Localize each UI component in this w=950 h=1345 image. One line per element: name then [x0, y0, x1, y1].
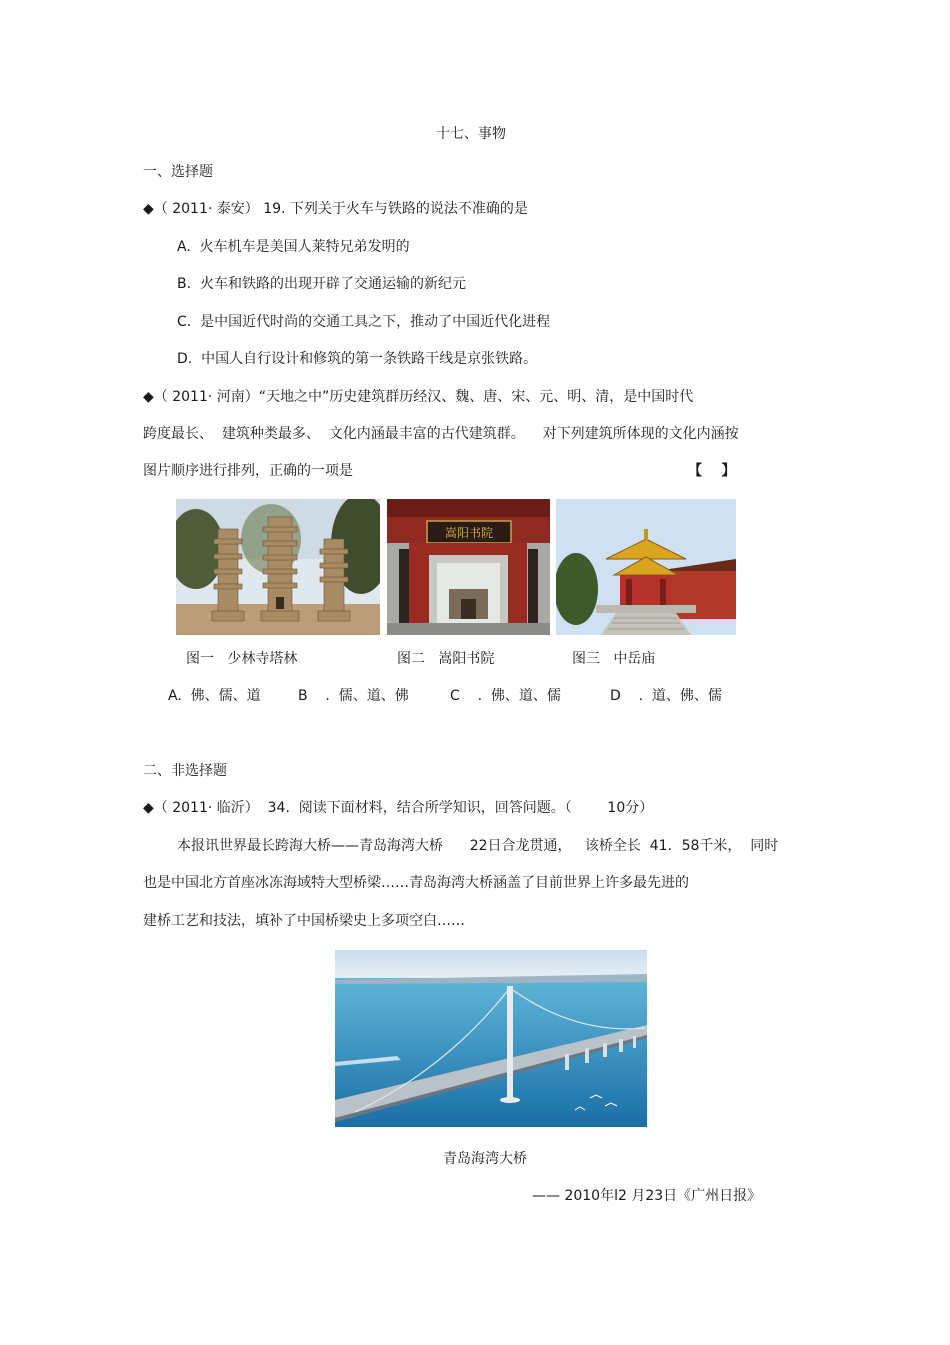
page-title: 十七、事物 — [436, 126, 506, 142]
pagoda-forest-image — [176, 499, 380, 635]
source-citation: —— 2010年l2 月23日《广州日报》 — [532, 1188, 762, 1204]
question-2-option-d: D . 道、佛、儒 — [610, 688, 722, 704]
question-2-stem-line-1: ◆（ 2011· 河南）“天地之中”历史建筑群历经汉、魏、唐、宋、元、明、清，是中国时代 — [143, 389, 694, 405]
question-1-option-c: C. 是中国近代时尚的交通工具之下，推动了中国近代化进程 — [177, 314, 551, 330]
temple-pavilion-image — [556, 499, 736, 635]
question-2-option-b: B . 儒、道、佛 — [298, 688, 409, 704]
academy-gate-image — [387, 499, 550, 635]
question-2-option-a: A. 佛、儒、道 — [168, 688, 261, 704]
image-caption-2: 图二 嵩阳书院 — [397, 651, 495, 667]
answer-bracket: 【 】 — [688, 463, 736, 479]
question-2-stem-line-3: 图片顺序进行排列，正确的一项是 — [143, 463, 353, 479]
image-caption-1: 图一 少林寺塔林 — [186, 651, 298, 667]
question-3-paragraph-line-3: 建桥工艺和技法，填补了中国桥梁史上多项空白…… — [143, 913, 465, 929]
bridge-image-caption: 青岛海湾大桥 — [443, 1151, 527, 1167]
question-1-stem: ◆（ 2011· 泰安） 19. 下列关于火车与铁路的说法不准确的是 — [143, 201, 528, 217]
image-caption-3: 图三 中岳庙 — [572, 651, 656, 667]
section-heading-choice: 一、选择题 — [143, 164, 213, 180]
question-1-option-b: B. 火车和铁路的出现开辟了交通运输的新纪元 — [177, 276, 466, 292]
question-2-option-c: C . 佛、道、儒 — [450, 688, 561, 704]
question-1-option-d: D. 中国人自行设计和修筑的第一条铁路干线是京张铁路。 — [177, 351, 538, 367]
question-3-paragraph-line-2: 也是中国北方首座冰冻海域特大型桥梁……青岛海湾大桥涵盖了目前世界上许多最先进的 — [143, 875, 689, 891]
question-2-stem-line-2: 跨度最长、 建筑种类最多、 文化内涵最丰富的古代建筑群。 对下列建筑所体现的文化内涵按 — [143, 426, 739, 442]
question-3-stem: ◆（ 2011· 临沂） 34. 阅读下面材料，结合所学知识，回答问题。（ 10分） — [143, 800, 654, 816]
section-heading-nonchoice: 二、非选择题 — [143, 763, 227, 779]
question-3-paragraph-line-1: 本报讯世界最长跨海大桥——青岛海湾大桥 22日合龙贯通， 该桥全长 41．58千米， 同时 — [177, 838, 779, 854]
sea-bridge-image — [335, 950, 647, 1127]
question-1-option-a: A. 火车机车是美国人莱特兄弟发明的 — [177, 239, 410, 255]
academy-plaque-text: 嵩阳书院 — [444, 526, 494, 540]
